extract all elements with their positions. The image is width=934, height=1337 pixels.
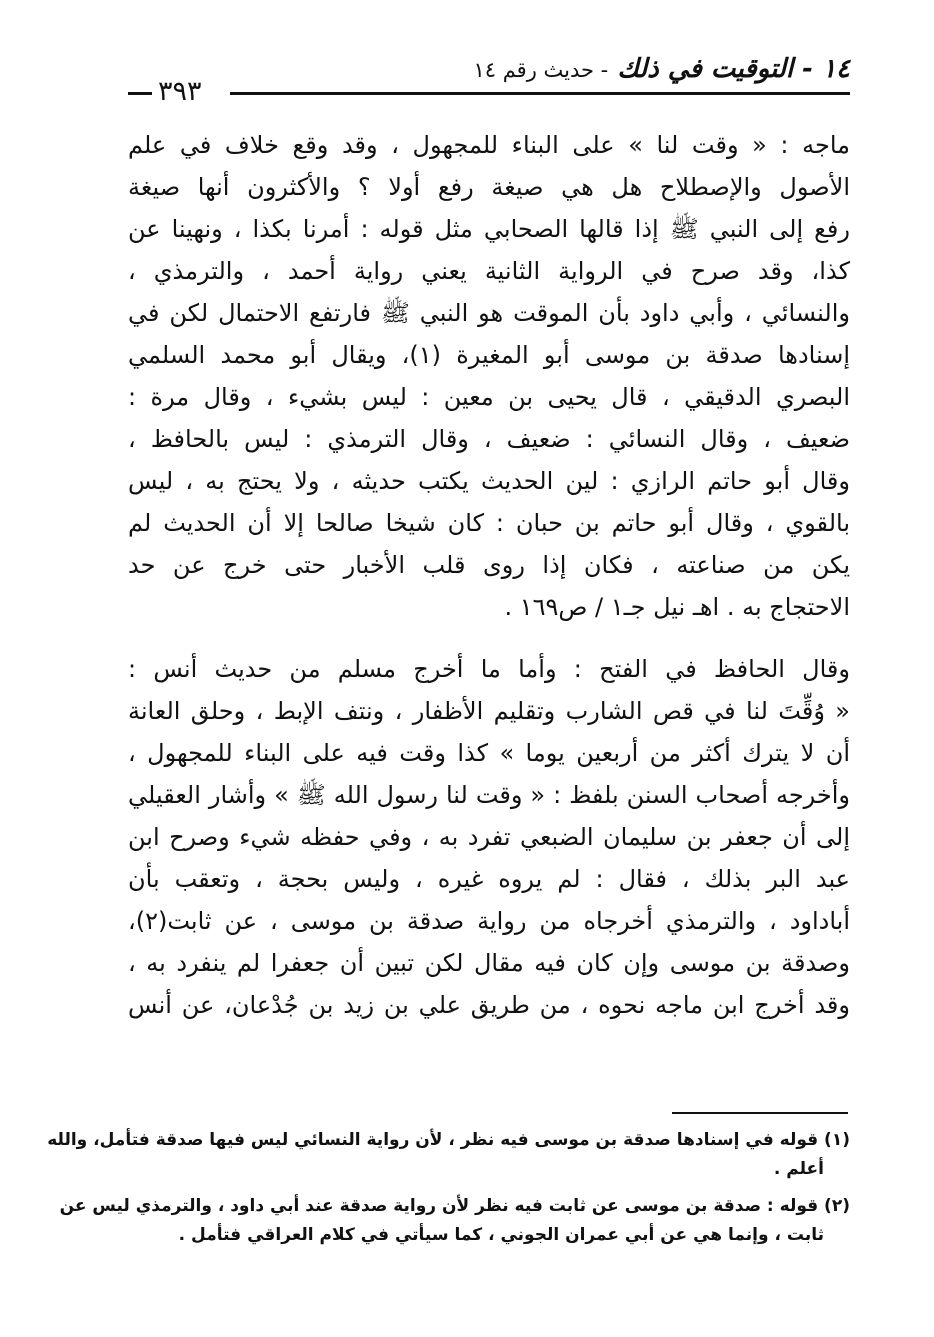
- text-line: « وُقِّتَ لنا في قص الشارب وتقليم الأظفار ، ونتف الإبط ، وحلق العانة: [128, 697, 850, 725]
- text-line: ماجه : « وقت لنا » على البناء للمجهول ، وقد وقع خلاف في علم: [128, 131, 850, 159]
- text-line: وصدقة بن موسى وإن كان فيه مقال لكن تبين أن جعفرا لم ينفرد به ،: [128, 949, 850, 977]
- footnote: [59, 1192, 850, 1250]
- text-line: أباداود ، والترمذي أخرجاه من رواية صدقة بن موسى ، عن ثابت(٢)،: [128, 907, 850, 935]
- text-line: وقال أبو حاتم الرازي : لين الحديث يكتب حديثه ، ولا يحتج به ، ليس: [128, 467, 850, 495]
- text-line: الأصول والإصطلاح هل هي صيغة رفع أولا ؟ والأكثرون أنها صيغة: [128, 173, 850, 201]
- text-line: أن لا يترك أكثر من أربعين يوما » كذا وقت فيه على البناء للمجهول ،: [128, 739, 850, 767]
- text-line: رفع إلى النبي ﷺ إذا قالها الصحابي مثل قوله : أمرنا بكذا ، ونهينا عن: [128, 215, 850, 243]
- footnotes: [47, 1126, 850, 1250]
- footnote-gap: [128, 1184, 850, 1192]
- page-number: ٣٩٣: [158, 76, 202, 107]
- footnote-separator: [672, 1112, 848, 1114]
- text-line: وقد أخرج ابن ماجه نحوه ، من طريق علي بن زيد بن جُدْعان، عن أنس: [128, 991, 850, 1019]
- text-line: ضعيف ، وقال النسائي : ضعيف ، وقال الترمذي : ليس بالحافظ ،: [128, 425, 850, 453]
- text-line: وقال الحافظ في الفتح : وأما ما أخرج مسلم من حديث أنس :: [128, 655, 850, 683]
- page-header: [128, 48, 850, 110]
- hadith-number: - حديث رقم ١٤: [473, 58, 609, 82]
- text-line: إسنادها صدقة بن موسى أبو المغيرة (١)، ويقال أبو محمد السلمي: [128, 341, 850, 369]
- text-line: كذا، وقد صرح في الرواية الثانية يعني رواية أحمد ، والترمذي ،: [128, 257, 850, 285]
- text-line: إلى أن جعفر بن سليمان الضبعي تفرد به ، وفي حفظه شيء وصرح ابن: [128, 823, 850, 851]
- footnote-line: (١) قوله في إسنادها صدقة بن موسى فيه نظر ، لأن رواية النسائي ليس فيها صدقة فتأمل، والله: [47, 1130, 850, 1150]
- text-line: وأخرجه أصحاب السنن بلفظ : « وقت لنا رسول الله ﷺ » وأشار العقيلي: [128, 781, 850, 809]
- chapter-title: ١٤ - التوقيت في ذلك: [617, 54, 850, 84]
- main-text: [128, 124, 850, 1026]
- text-line: البصري الدقيقي ، قال يحيى بن معين : ليس بشيء ، وقال مرة :: [128, 383, 850, 411]
- text-line: والنسائي ، وأبي داود بأن الموقت هو النبي ﷺ فارتفع الاحتمال لكن في: [128, 299, 850, 327]
- footnote: [47, 1126, 850, 1184]
- paragraph: [128, 648, 850, 1026]
- text-line: عبد البر بذلك ، فقال : لم يروه غيره ، وليس بحجة ، وتعقب بأن: [128, 865, 850, 893]
- footnote-line: (٢) قوله : صدقة بن موسى عن ثابت فيه نظر لأن رواية صدقة عند أبي داود ، والترمذي ليس عن: [59, 1196, 850, 1216]
- running-title: [473, 52, 850, 87]
- paragraph-gap: [128, 628, 850, 648]
- text-line: يكن من صناعته ، فكان إذا روى قلب الأخبار حتى خرج عن حد: [128, 551, 850, 579]
- paragraph: [128, 124, 850, 628]
- footnote-line: أعلم .: [773, 1159, 824, 1179]
- header-rule-end: [128, 92, 152, 95]
- footnote-line: ثابت ، وإنما هي عن أبي عمران الجوني ، كما سيأتي في كلام العراقي فتأمل .: [178, 1225, 824, 1245]
- header-rule: [230, 92, 850, 95]
- text-line: بالقوي ، وقال أبو حاتم بن حبان : كان شيخا صالحا إلا أن الحديث لم: [128, 509, 850, 537]
- text-line: الاحتجاج به . اهـ نيل جـ١ / ص١٦٩ .: [504, 593, 850, 621]
